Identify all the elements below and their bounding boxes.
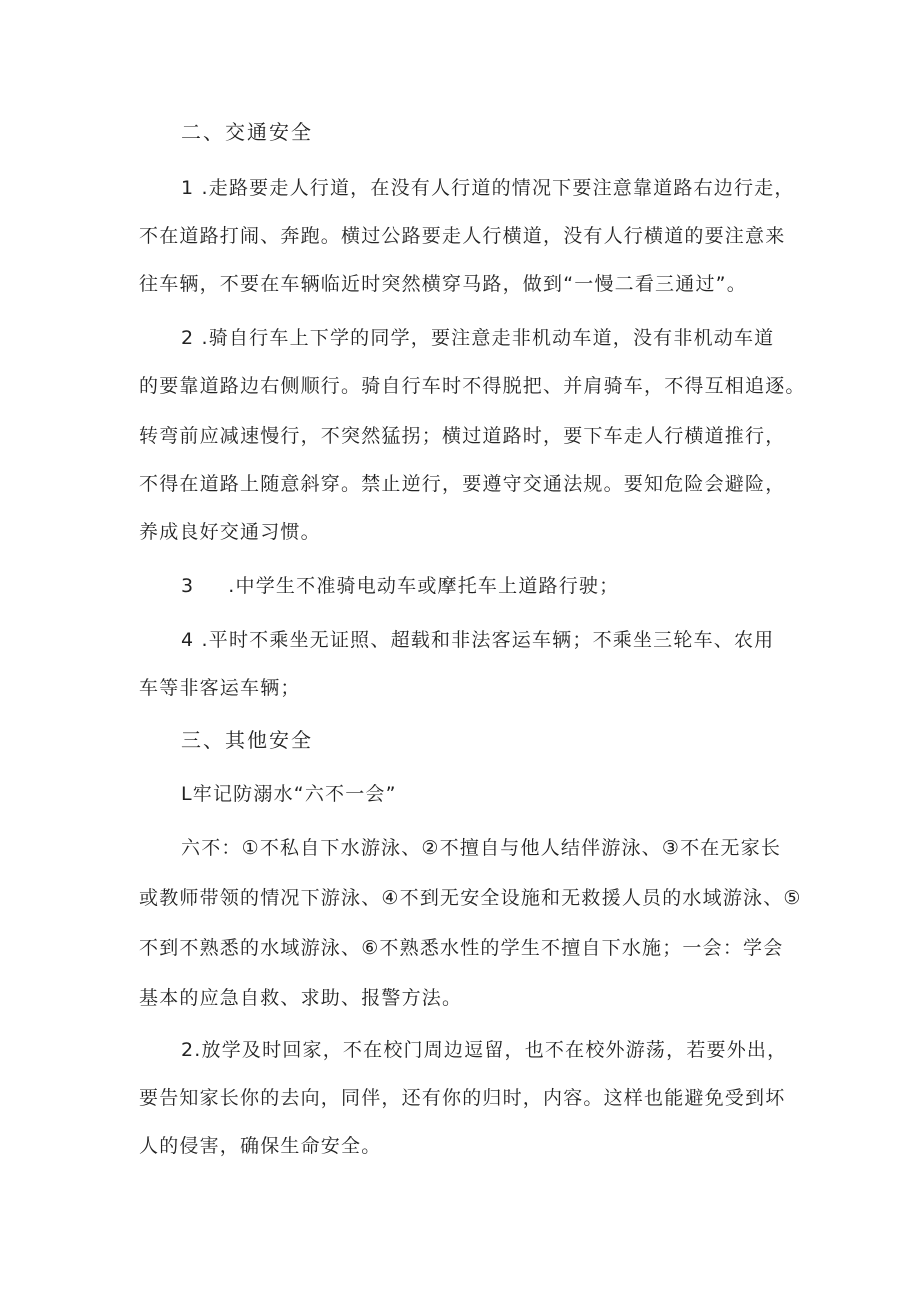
paragraph-line: 2.放学及时回家，不在校门周边逗留，也不在校外游荡，若要外出， [181,1039,788,1061]
paragraph-line: 4 .平时不乘坐无证照、超载和非法客运车辆；不乘坐三轮车、农用 [181,629,775,651]
paragraph-line: L牢记防溺水“六不一会” [181,783,397,805]
paragraph-line: 2 .骑自行车上下学的同学，要注意走非机动车道，没有非机动车道 [181,327,775,349]
paragraph-line: 要告知家长你的去向，同伴，还有你的归时，内容。这样也能避免受到坏 [139,1087,786,1109]
item3-text: .中学生不准骑电动车或摩托车上道路行驶； [228,575,620,597]
paragraph-line: 的要靠道路边右侧顺行。骑自行车时不得脱把、并肩骑车，不得互相追逐。 [139,375,806,397]
paragraph-line: 基本的应急自救、求助、报警方法。 [139,987,463,1009]
paragraph-line: 不在道路打闹、奔跑。横过公路要走人行横道，没有人行横道的要注意来 [139,225,786,247]
paragraph-line: 车等非客运车辆； [139,677,301,699]
paragraph-line: 转弯前应减速慢行，不突然猛拐；横过道路时，要下车走人行横道推行， [139,425,786,447]
paragraph-line: 往车辆，不要在车辆临近时突然横穿马路，做到“一慢二看三通过”。 [139,273,747,295]
section-heading-other: 三、其他安全 [181,728,313,752]
paragraph-line: 或教师带领的情况下游泳、④不到无安全设施和无救援人员的水域游泳、⑤ [139,887,802,909]
section-heading-traffic: 二、交通安全 [181,120,313,144]
paragraph-line: 不到不熟悉的水域游泳、⑥不熟悉水性的学生不擅自下水施；一会：学会 [139,937,784,959]
paragraph-line: 不得在道路上随意斜穿。禁止逆行，要遵守交通法规。要知危险会避险， [139,473,786,495]
paragraph-line-item3 [181,574,619,598]
paragraph-line: 人的侵害，确保生命安全。 [139,1135,382,1157]
paragraph-line: 1 .走路要走人行道，在没有人行道的情况下要注意靠道路右边行走， [181,177,795,199]
item3-number: 3 [181,575,195,597]
paragraph-line: 养成良好交通习惯。 [139,521,321,543]
paragraph-line: 六不：①不私自下水游泳、②不擅自与他人结伴游泳、③不在无家长 [181,837,782,859]
